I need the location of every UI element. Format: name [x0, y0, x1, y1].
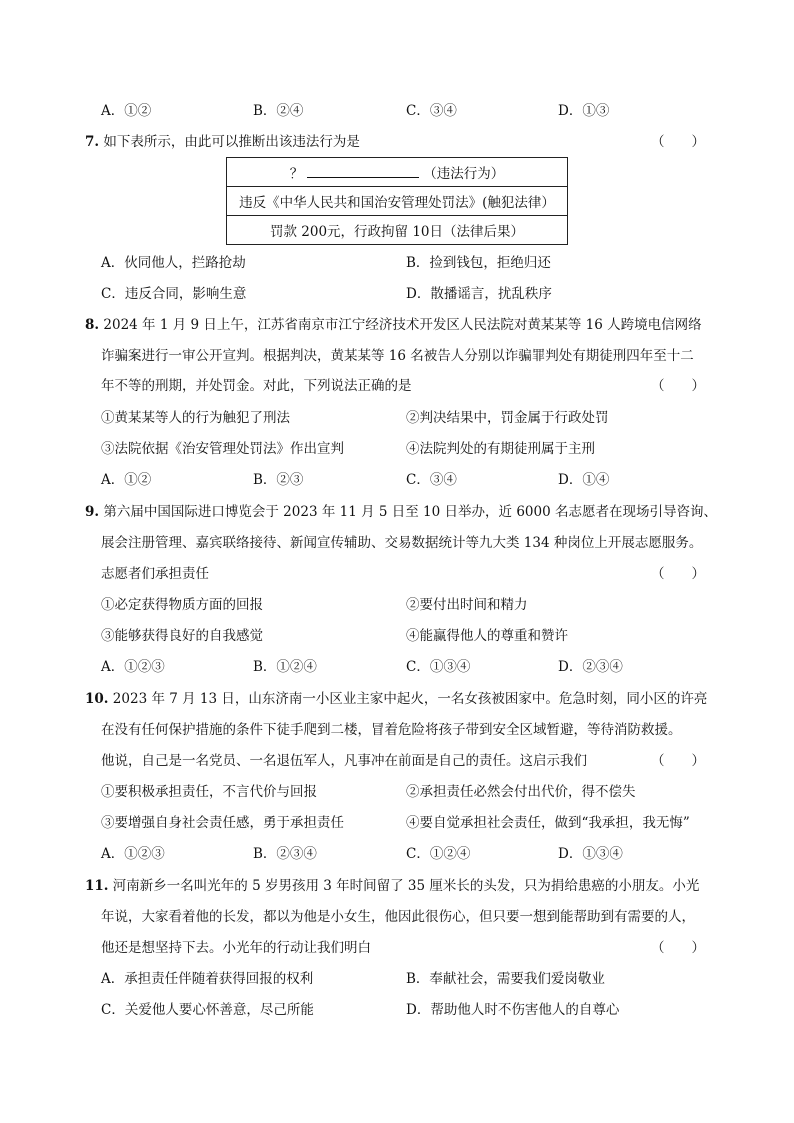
q11-text: 河南新乡一名叫光年的 5 岁男孩用 3 年时间留了 35 厘米长的头发，只为捐给患癌的小朋友。小光 — [112, 878, 700, 894]
table-row — [227, 158, 568, 187]
blank-line — [307, 165, 419, 178]
q7-option-a: A．伙同他人，拦路抢劫 — [101, 255, 246, 271]
q10-stem-line-3: 他说，自己是一名党员、一名退伍军人，凡事冲在前面是自己的责任。这启示我们 — [101, 753, 587, 769]
q11-option-b: B．奉献社会，需要我们爱岗敬业 — [406, 971, 605, 987]
q7-stem: 如下表所示，由此可以推断出该违法行为是 — [103, 134, 360, 150]
q11-stem-line-3: 他还是想坚持下去。小光年的行动让我们明白 — [101, 940, 371, 956]
q11-number: 11. — [85, 878, 109, 894]
q9-option-a: A．①②③ — [101, 659, 165, 675]
q8-number: 8. — [85, 317, 100, 333]
q9-option-d: D．②③④ — [558, 659, 623, 675]
q8-option-b: B．②③ — [253, 472, 304, 488]
q11-option-a: A．承担责任伴随着获得回报的权利 — [101, 971, 314, 987]
q9-statement-1: ①必定获得物质方面的回报 — [101, 597, 263, 613]
q6-option-d: D．①③ — [558, 103, 610, 119]
q7-answer-paren: （ ） — [651, 134, 705, 150]
violation-label: （违法行为） — [423, 166, 505, 182]
q9-answer-paren: （ ） — [651, 566, 705, 582]
q11-answer-paren: （ ） — [651, 940, 705, 956]
q9-option-b: B．①②④ — [253, 659, 317, 675]
q8-stem-line-2: 诈骗案进行一审公开宣判。根据判决，黄某某等 16 名被告人分别以诈骗罪判处有期徒刑四年至十二 — [101, 348, 694, 364]
table-row — [227, 216, 568, 245]
q11-option-d: D．帮助他人时不伤害他人的自尊心 — [406, 1002, 620, 1018]
q8-stem-line-1 — [85, 316, 702, 334]
q10-text: 2023 年 7 月 13 日，山东济南一小区业主家中起火，一名女孩被困家中。危急时刻，同小区的许亮 — [112, 691, 708, 707]
q10-option-b: B．②③④ — [253, 846, 317, 862]
q9-stem-line-2: 展会注册管理、嘉宾联络接待、新闻宣传辅助、交易数据统计等九大类 134 种岗位上开展志愿服务。 — [101, 535, 703, 551]
q10-statement-3: ③要增强自身社会责任感，勇于承担责任 — [101, 815, 344, 831]
q6-option-a: A．①② — [101, 103, 152, 119]
q6-option-c: C．③④ — [406, 103, 457, 119]
q6-option-b: B．②④ — [253, 103, 304, 119]
q9-text: 第六届中国国际进口博览会于 2023 年 11 月 5 日至 10 日举办，近 6000 名志愿者在现场引导咨询、 — [103, 504, 717, 520]
q9-option-c: C．①③④ — [406, 659, 471, 675]
q10-statement-1: ①要积极承担责任，不言代价与回报 — [101, 784, 317, 800]
q11-option-c: C．关爱他人要心怀善意，尽己所能 — [101, 1002, 314, 1018]
q8-statement-4: ④法院判处的有期徒刑属于主刑 — [406, 441, 595, 457]
q9-stem-line-1 — [85, 503, 717, 521]
q10-stem-line-1 — [85, 690, 707, 708]
q8-statement-2: ②判决结果中，罚金属于行政处罚 — [406, 410, 609, 426]
q10-statement-4: ④要自觉承担社会责任，做到“我承担，我无悔” — [406, 815, 690, 831]
q9-statement-3: ③能够获得良好的自我感觉 — [101, 628, 263, 644]
q9-stem-line-3: 志愿者们承担责任 — [101, 566, 209, 582]
question-mark: ？ — [289, 166, 304, 182]
table-cell-consequence: 罚款 200元，行政拘留 10日（法律后果） — [227, 216, 568, 245]
q11-stem-line-2: 年说，大家看着他的长发，都以为他是小女生，他因此很伤心，但只要一想到能帮助到有需要的人， — [101, 909, 695, 925]
q9-statement-2: ②要付出时间和精力 — [406, 597, 528, 613]
table-row — [227, 187, 568, 216]
q8-text: 2024 年 1 月 9 日上午，江苏省南京市江宁经济技术开发区人民法院对黄某某等 16 人跨境电信网络 — [103, 317, 702, 333]
q7-number: 7. — [85, 134, 100, 150]
q7-law-table — [226, 157, 568, 245]
q10-number: 10. — [85, 691, 109, 707]
q8-option-d: D．①④ — [558, 472, 610, 488]
q8-statement-1: ①黄某某等人的行为触犯了刑法 — [101, 410, 290, 426]
q7-option-d: D．散播谣言，扰乱秩序 — [406, 286, 552, 302]
q7-stem-line — [85, 133, 360, 151]
q10-answer-paren: （ ） — [651, 753, 705, 769]
q7-option-c: C．违反合同，影响生意 — [101, 286, 247, 302]
q10-stem-line-2: 在没有任何保护措施的条件下徒手爬到二楼，冒着危险将孩子带到安全区域暂避，等待消防救援。 — [101, 722, 682, 738]
table-cell-law: 违反《中华人民共和国治安管理处罚法》(触犯法律） — [227, 187, 568, 216]
q8-statement-3: ③法院依据《治安管理处罚法》作出宣判 — [101, 441, 344, 457]
q7-option-b: B．捡到钱包，拒绝归还 — [406, 255, 551, 271]
q10-statement-2: ②承担责任必然会付出代价，得不偿失 — [406, 784, 636, 800]
q10-option-c: C．①②④ — [406, 846, 471, 862]
q9-number: 9. — [85, 504, 100, 520]
q8-option-a: A．①② — [101, 472, 152, 488]
table-cell-violation — [227, 158, 568, 187]
q11-stem-line-1 — [85, 877, 699, 895]
q8-stem-line-3: 年不等的刑期，并处罚金。对此，下列说法正确的是 — [101, 378, 412, 394]
q9-statement-4: ④能赢得他人的尊重和赞许 — [406, 628, 568, 644]
q10-option-d: D．①③④ — [558, 846, 623, 862]
q10-option-a: A．①②③ — [101, 846, 165, 862]
q8-answer-paren: （ ） — [651, 378, 705, 394]
q8-option-c: C．③④ — [406, 472, 457, 488]
